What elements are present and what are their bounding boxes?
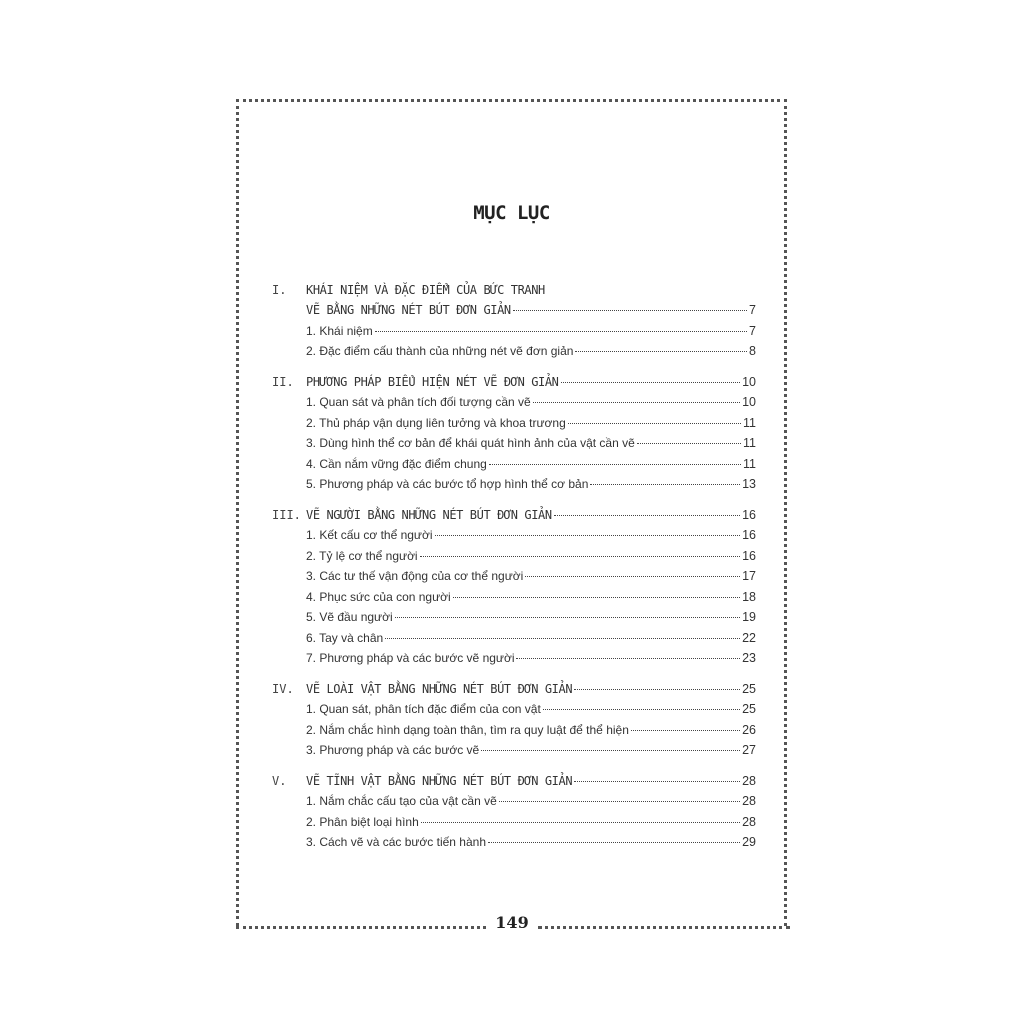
entry-title: 3. Phương pháp và các bước vẽ: [306, 743, 480, 757]
section-title-line2: VẼ BẰNG NHỮNG NÉT BÚT ĐƠN GIẢN: [306, 303, 511, 317]
dot-leader: [533, 402, 740, 403]
entry-page: 16: [742, 548, 756, 563]
section-title: VẼ NGƯỜI BẰNG NHỮNG NÉT BÚT ĐƠN GIẢN: [306, 507, 552, 522]
toc-entry[interactable]: [272, 815, 756, 836]
entry-title: 1. Nắm chắc cấu tạo của vật cần vẽ: [306, 794, 497, 808]
entry-page: 13: [742, 477, 756, 491]
entry-page: 25: [742, 702, 756, 716]
entry-title: 2. Đặc điểm cấu thành của những nét vẽ đơn giản: [306, 344, 574, 358]
toc-section-4: [272, 682, 756, 764]
dot-leader: [590, 484, 740, 485]
entry-page: 26: [742, 722, 756, 737]
page-number: 149: [495, 913, 529, 932]
toc-section-1: [272, 283, 756, 365]
toc-section-3: [272, 508, 756, 672]
dot-leader: [554, 515, 740, 516]
section-numeral: V.: [272, 773, 287, 788]
section-numeral: II.: [272, 374, 294, 389]
dot-leader: [525, 576, 740, 577]
toc-section-heading[interactable]: [272, 283, 756, 303]
entry-page: 16: [742, 507, 756, 522]
toc-entry[interactable]: [272, 590, 756, 611]
dot-leader: [516, 658, 740, 659]
toc-entry[interactable]: [272, 324, 756, 345]
footer-rule-left: [236, 926, 486, 929]
entry-page: 11: [743, 456, 756, 471]
entry-page: 10: [742, 395, 756, 409]
entry-page: 16: [742, 528, 756, 542]
entry-title: 1. Kết cấu cơ thể người: [306, 528, 433, 542]
entry-title: 1. Quan sát và phân tích đối tượng cần vẽ: [306, 395, 531, 409]
entry-title: 2. Tỷ lệ cơ thể người: [306, 548, 418, 563]
toc-entry[interactable]: [272, 702, 756, 723]
dot-leader: [421, 822, 740, 823]
table-of-contents: [272, 283, 756, 866]
entry-title: 3. Các tư thế vận động của cơ thể người: [306, 569, 524, 583]
dot-leader: [395, 617, 740, 618]
toc-entry[interactable]: [272, 528, 756, 549]
dot-leader: [574, 781, 740, 782]
toc-section-2: [272, 375, 756, 498]
toc-entry[interactable]: [272, 743, 756, 764]
footer-rule-right: [538, 926, 790, 929]
entry-page: 28: [742, 794, 756, 808]
entry-page: 23: [742, 651, 756, 665]
entry-title: 2. Thủ pháp vận dụng liên tưởng và khoa trương: [306, 415, 566, 430]
toc-entry[interactable]: [272, 651, 756, 672]
toc-entry[interactable]: [272, 835, 756, 856]
entry-title: 3. Cách vẽ và các bước tiến hành: [306, 835, 486, 849]
toc-entry[interactable]: [272, 631, 756, 652]
toc-section-heading[interactable]: [272, 774, 756, 795]
dot-leader: [574, 689, 740, 690]
dot-leader: [453, 597, 740, 598]
toc-entry[interactable]: [272, 794, 756, 815]
entry-page: 25: [742, 681, 756, 696]
dot-leader: [435, 535, 741, 536]
toc-entry[interactable]: [272, 303, 756, 324]
entry-page: 28: [742, 773, 756, 788]
dot-leader: [637, 443, 741, 444]
toc-section-heading[interactable]: [272, 508, 756, 529]
entry-page: 8: [749, 344, 756, 358]
entry-page: 7: [749, 323, 756, 338]
entry-title: 5. Vẽ đầu người: [306, 610, 393, 624]
entry-page: 11: [743, 436, 756, 450]
toc-entry[interactable]: [272, 549, 756, 570]
toc-entry[interactable]: [272, 723, 756, 744]
entry-page: 29: [742, 835, 756, 849]
entry-page: 18: [742, 589, 756, 604]
section-numeral: I.: [272, 283, 287, 297]
dot-leader: [631, 730, 740, 731]
section-title: PHƯƠNG PHÁP BIỂU HIỆN NÉT VẼ ĐƠN GIẢN: [306, 374, 559, 389]
section-title-line1: KHÁI NIỆM VÀ ĐẶC ĐIỂM CỦA BỨC TRANH: [306, 283, 545, 297]
toc-section-5: [272, 774, 756, 856]
toc-entry[interactable]: [272, 477, 756, 498]
dot-leader: [575, 351, 747, 352]
dot-leader: [513, 310, 747, 311]
entry-page: 22: [742, 630, 756, 645]
entry-title: 1. Quan sát, phân tích đặc điểm của con vật: [306, 702, 541, 716]
toc-entry[interactable]: [272, 457, 756, 478]
entry-title: 7. Phương pháp và các bước vẽ người: [306, 651, 515, 665]
entry-title: 4. Phục sức của con người: [306, 589, 451, 604]
entry-title: 2. Phân biệt loại hình: [306, 814, 419, 829]
toc-entry[interactable]: [272, 344, 756, 365]
entry-page: 11: [743, 415, 756, 430]
toc-section-heading[interactable]: [272, 682, 756, 703]
dot-leader: [488, 842, 740, 843]
toc-entry[interactable]: [272, 395, 756, 416]
section-title: VẼ LOÀI VẬT BẰNG NHỮNG NÉT BÚT ĐƠN GIẢN: [306, 681, 573, 696]
entry-page: 7: [749, 303, 756, 317]
entry-page: 19: [742, 610, 756, 624]
page-title: MỤC LỤC: [473, 202, 550, 224]
dot-leader: [420, 556, 740, 557]
dot-leader: [561, 382, 741, 383]
dot-leader: [385, 638, 740, 639]
entry-page: 27: [742, 743, 756, 757]
toc-entry[interactable]: [272, 610, 756, 631]
section-numeral: III.: [272, 507, 301, 522]
toc-entry[interactable]: [272, 569, 756, 590]
entry-title: 6. Tay và chân: [306, 630, 384, 645]
dot-leader: [568, 423, 741, 424]
entry-title: 3. Dùng hình thể cơ bản để khái quát hình ảnh của vật cần vẽ: [306, 436, 635, 450]
dot-leader: [481, 750, 740, 751]
dot-leader: [543, 709, 740, 710]
entry-title: 2. Nắm chắc hình dạng toàn thân, tìm ra quy luật để thể hiện: [306, 722, 629, 737]
dot-leader: [499, 801, 740, 802]
dot-leader: [489, 464, 741, 465]
toc-entry[interactable]: [272, 416, 756, 437]
entry-page: 17: [742, 569, 756, 583]
section-numeral: IV.: [272, 681, 294, 696]
dot-leader: [375, 331, 747, 332]
toc-section-heading[interactable]: [272, 375, 756, 396]
section-title: VẼ TĨNH VẬT BẰNG NHỮNG NÉT BÚT ĐƠN GIẢN: [306, 773, 573, 788]
entry-page: 10: [742, 374, 756, 389]
entry-title: 1. Khái niệm: [306, 323, 373, 338]
entry-title: 4. Cần nắm vững đặc điểm chung: [306, 456, 487, 471]
entry-page: 28: [742, 814, 756, 829]
entry-title: 5. Phương pháp và các bước tổ hợp hình thể cơ bản: [306, 477, 589, 491]
toc-entry[interactable]: [272, 436, 756, 457]
